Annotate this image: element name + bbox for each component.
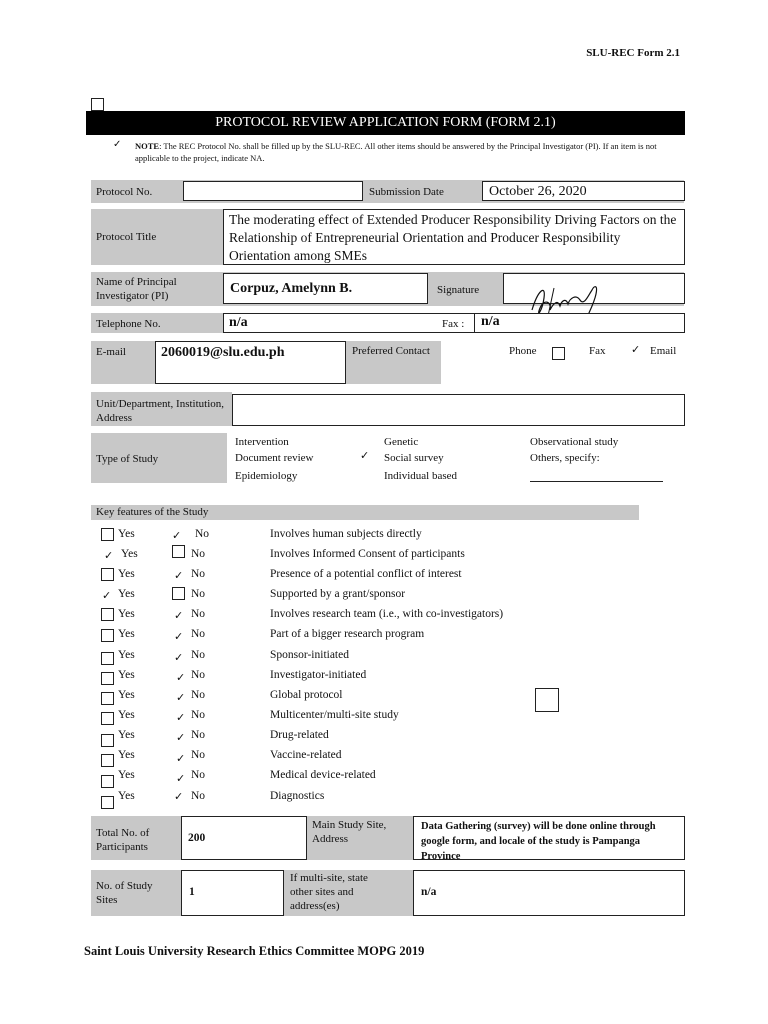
fax-label: Fax :	[442, 318, 465, 330]
kf-item-text: Diagnostics	[270, 790, 325, 802]
key-features-label: Key features of the Study	[96, 506, 209, 518]
unit-field[interactable]	[232, 394, 685, 426]
kf-no-label: No	[191, 790, 206, 802]
preferred-contact-label: Preferred Contact	[352, 345, 430, 357]
telephone-label: Telephone No.	[96, 318, 161, 330]
submission-date-label: Submission Date	[369, 186, 444, 198]
kf-no-check-icon[interactable]: ✓	[176, 712, 186, 724]
kf-no-check-icon[interactable]: ✓	[176, 732, 186, 744]
signature-label: Signature	[437, 284, 480, 296]
header-checkbox[interactable]	[91, 98, 104, 111]
phone-checkbox[interactable]	[552, 347, 565, 360]
kf-no-check-icon[interactable]: ✓	[176, 672, 186, 684]
kf-no-label: No	[191, 669, 206, 681]
protocol-no-field[interactable]	[183, 181, 363, 201]
num-sites-field[interactable]: 1	[181, 870, 284, 916]
kf-yes-label: Yes	[118, 709, 135, 721]
multisite-label: If multi-site, state other sites and address(es)	[290, 872, 368, 912]
kf-item-text: Multicenter/multi-site study	[270, 709, 399, 721]
kf-no-label: No	[195, 528, 210, 540]
protocol-no-label: Protocol No.	[96, 186, 153, 198]
kf-yes-label: Yes	[118, 669, 135, 681]
study-document-review[interactable]: Document review	[235, 452, 314, 464]
kf-no-check-icon[interactable]: ✓	[174, 631, 184, 643]
kf-item-text: Involves human subjects directly	[270, 528, 422, 540]
study-individual-based[interactable]: Individual based	[384, 470, 458, 482]
study-observational[interactable]: Observational study	[530, 436, 619, 448]
kf-yes-label: Yes	[118, 628, 135, 640]
note-label: NOTE	[135, 141, 160, 151]
kf-no-label: No	[191, 769, 206, 781]
unit-label: Unit/Department, Institution, Address	[96, 398, 225, 424]
protocol-title-label: Protocol Title	[96, 231, 157, 243]
note	[135, 140, 685, 164]
kf-yes-label: Yes	[118, 588, 135, 600]
email-check-icon[interactable]: ✓	[631, 344, 641, 356]
kf-no-label: No	[191, 689, 206, 701]
kf-yes-checkbox[interactable]	[101, 652, 114, 665]
kf-no-label: No	[191, 588, 206, 600]
kf-yes-check-icon[interactable]: ✓	[102, 590, 112, 602]
kf-yes-label: Yes	[118, 649, 135, 661]
kf-no-check-icon[interactable]: ✓	[176, 773, 186, 785]
kf-yes-check-icon[interactable]: ✓	[104, 550, 114, 562]
kf-item-text: Presence of a potential conflict of interest	[270, 568, 462, 580]
kf-no-label: No	[191, 548, 206, 560]
kf-yes-label: Yes	[118, 689, 135, 701]
type-of-study-label: Type of Study	[96, 453, 159, 465]
kf-no-label: No	[191, 649, 206, 661]
kf-yes-label: Yes	[118, 729, 135, 741]
kf-yes-checkbox[interactable]	[101, 629, 114, 642]
submission-date-field[interactable]: October 26, 2020	[482, 181, 685, 201]
email-field[interactable]: 2060019@slu.edu.ph	[155, 341, 346, 384]
kf-yes-checkbox[interactable]	[101, 796, 114, 809]
kf-yes-label: Yes	[118, 790, 135, 802]
kf-no-check-icon[interactable]: ✓	[174, 791, 184, 803]
kf-no-check-icon[interactable]: ✓	[174, 610, 184, 622]
total-participants-field[interactable]: 200	[181, 816, 307, 860]
kf-item-text: Involves research team (i.e., with co-investigators)	[270, 608, 504, 620]
kf-no-check-icon[interactable]: ✓	[174, 652, 184, 664]
kf-yes-label: Yes	[118, 769, 135, 781]
kf-no-check-icon[interactable]: ✓	[176, 692, 186, 704]
kf-no-label: No	[191, 608, 206, 620]
kf-no-label: No	[191, 709, 206, 721]
pi-field[interactable]: Corpuz, Amelynn B.	[223, 273, 428, 304]
kf-item-text: Drug-related	[270, 729, 329, 741]
footer: Saint Louis University Research Ethics Committee MOPG 2019	[84, 944, 425, 958]
kf-yes-checkbox[interactable]	[101, 754, 114, 767]
social-survey-check-icon[interactable]: ✓	[360, 450, 370, 462]
email-option-label: Email	[650, 345, 677, 357]
telephone-field[interactable]: n/a	[223, 313, 685, 333]
total-participants-label: Total No. of Participants	[96, 827, 150, 853]
kf-yes-checkbox[interactable]	[101, 568, 114, 581]
kf-yes-label: Yes	[118, 568, 135, 580]
protocol-title-field[interactable]: The moderating effect of Extended Producer Responsibility Driving Factors on the Relationship of Entrepreneurial Orientation and Producer Responsibility Orientation among SMEs	[223, 209, 685, 265]
multisite-field[interactable]: n/a	[413, 870, 685, 916]
phone-option-label: Phone	[509, 345, 537, 357]
main-site-label: Main Study Site, Address	[312, 819, 387, 845]
kf-yes-checkbox[interactable]	[101, 608, 114, 621]
kf-yes-checkbox[interactable]	[101, 712, 114, 725]
kf-item-text: Investigator-initiated	[270, 669, 367, 681]
kf-yes-checkbox[interactable]	[101, 528, 114, 541]
num-sites-label: No. of Study Sites	[96, 880, 153, 906]
kf-item-text: Sponsor-initiated	[270, 649, 349, 661]
study-epidemiology[interactable]: Epidemiology	[235, 470, 298, 482]
kf-no-label: No	[191, 749, 206, 761]
study-social-survey[interactable]: Social survey	[384, 452, 444, 464]
kf-no-label: No	[191, 729, 206, 741]
kf-no-label: No	[191, 628, 206, 640]
kf-no-check-icon[interactable]: ✓	[172, 530, 182, 542]
fax-divider	[474, 313, 475, 333]
form-title: PROTOCOL REVIEW APPLICATION FORM (FORM 2.1)	[86, 111, 685, 135]
global-protocol-box[interactable]	[535, 688, 559, 712]
main-site-field[interactable]: Data Gathering (survey) will be done online through google form, and locale of the study is Pampanga Province	[413, 816, 685, 860]
email-label: E-mail	[96, 346, 126, 358]
note-check-icon: ✓	[113, 139, 122, 150]
kf-no-label: No	[191, 568, 206, 580]
fax-field[interactable]: n/a	[481, 314, 500, 329]
study-intervention[interactable]: Intervention	[235, 436, 289, 448]
fax-option-label: Fax	[589, 345, 606, 357]
kf-item-text: Global protocol	[270, 689, 343, 701]
kf-no-check-icon[interactable]: ✓	[176, 753, 186, 765]
kf-item-text: Medical device-related	[270, 769, 376, 781]
kf-no-check-icon[interactable]: ✓	[174, 570, 184, 582]
kf-item-text: Vaccine-related	[270, 749, 342, 761]
kf-yes-label: Yes	[118, 528, 135, 540]
kf-yes-checkbox[interactable]	[101, 775, 114, 788]
kf-item-text: Involves Informed Consent of participants	[270, 548, 465, 560]
others-specify-line[interactable]	[530, 481, 663, 482]
kf-no-checkbox[interactable]	[172, 545, 185, 558]
kf-no-checkbox[interactable]	[172, 587, 185, 600]
kf-yes-checkbox[interactable]	[101, 672, 114, 685]
kf-yes-label: Yes	[121, 548, 138, 560]
form-code: SLU-REC Form 2.1	[586, 47, 680, 59]
study-others[interactable]: Others, specify:	[530, 452, 600, 464]
kf-item-text: Supported by a grant/sponsor	[270, 588, 406, 600]
kf-yes-checkbox[interactable]	[101, 692, 114, 705]
study-genetic[interactable]: Genetic	[384, 436, 419, 448]
kf-yes-checkbox[interactable]	[101, 734, 114, 747]
note-text: : The REC Protocol No. shall be filled up by the SLU-REC. All other items should be answered by the Principal Investigator (PI). If an item is not applicable to the project, indicate NA.	[135, 141, 657, 163]
kf-yes-label: Yes	[118, 608, 135, 620]
kf-yes-label: Yes	[118, 749, 135, 761]
pi-label: Name of Principal Investigator (PI)	[96, 276, 177, 302]
kf-item-text: Part of a bigger research program	[270, 628, 425, 640]
